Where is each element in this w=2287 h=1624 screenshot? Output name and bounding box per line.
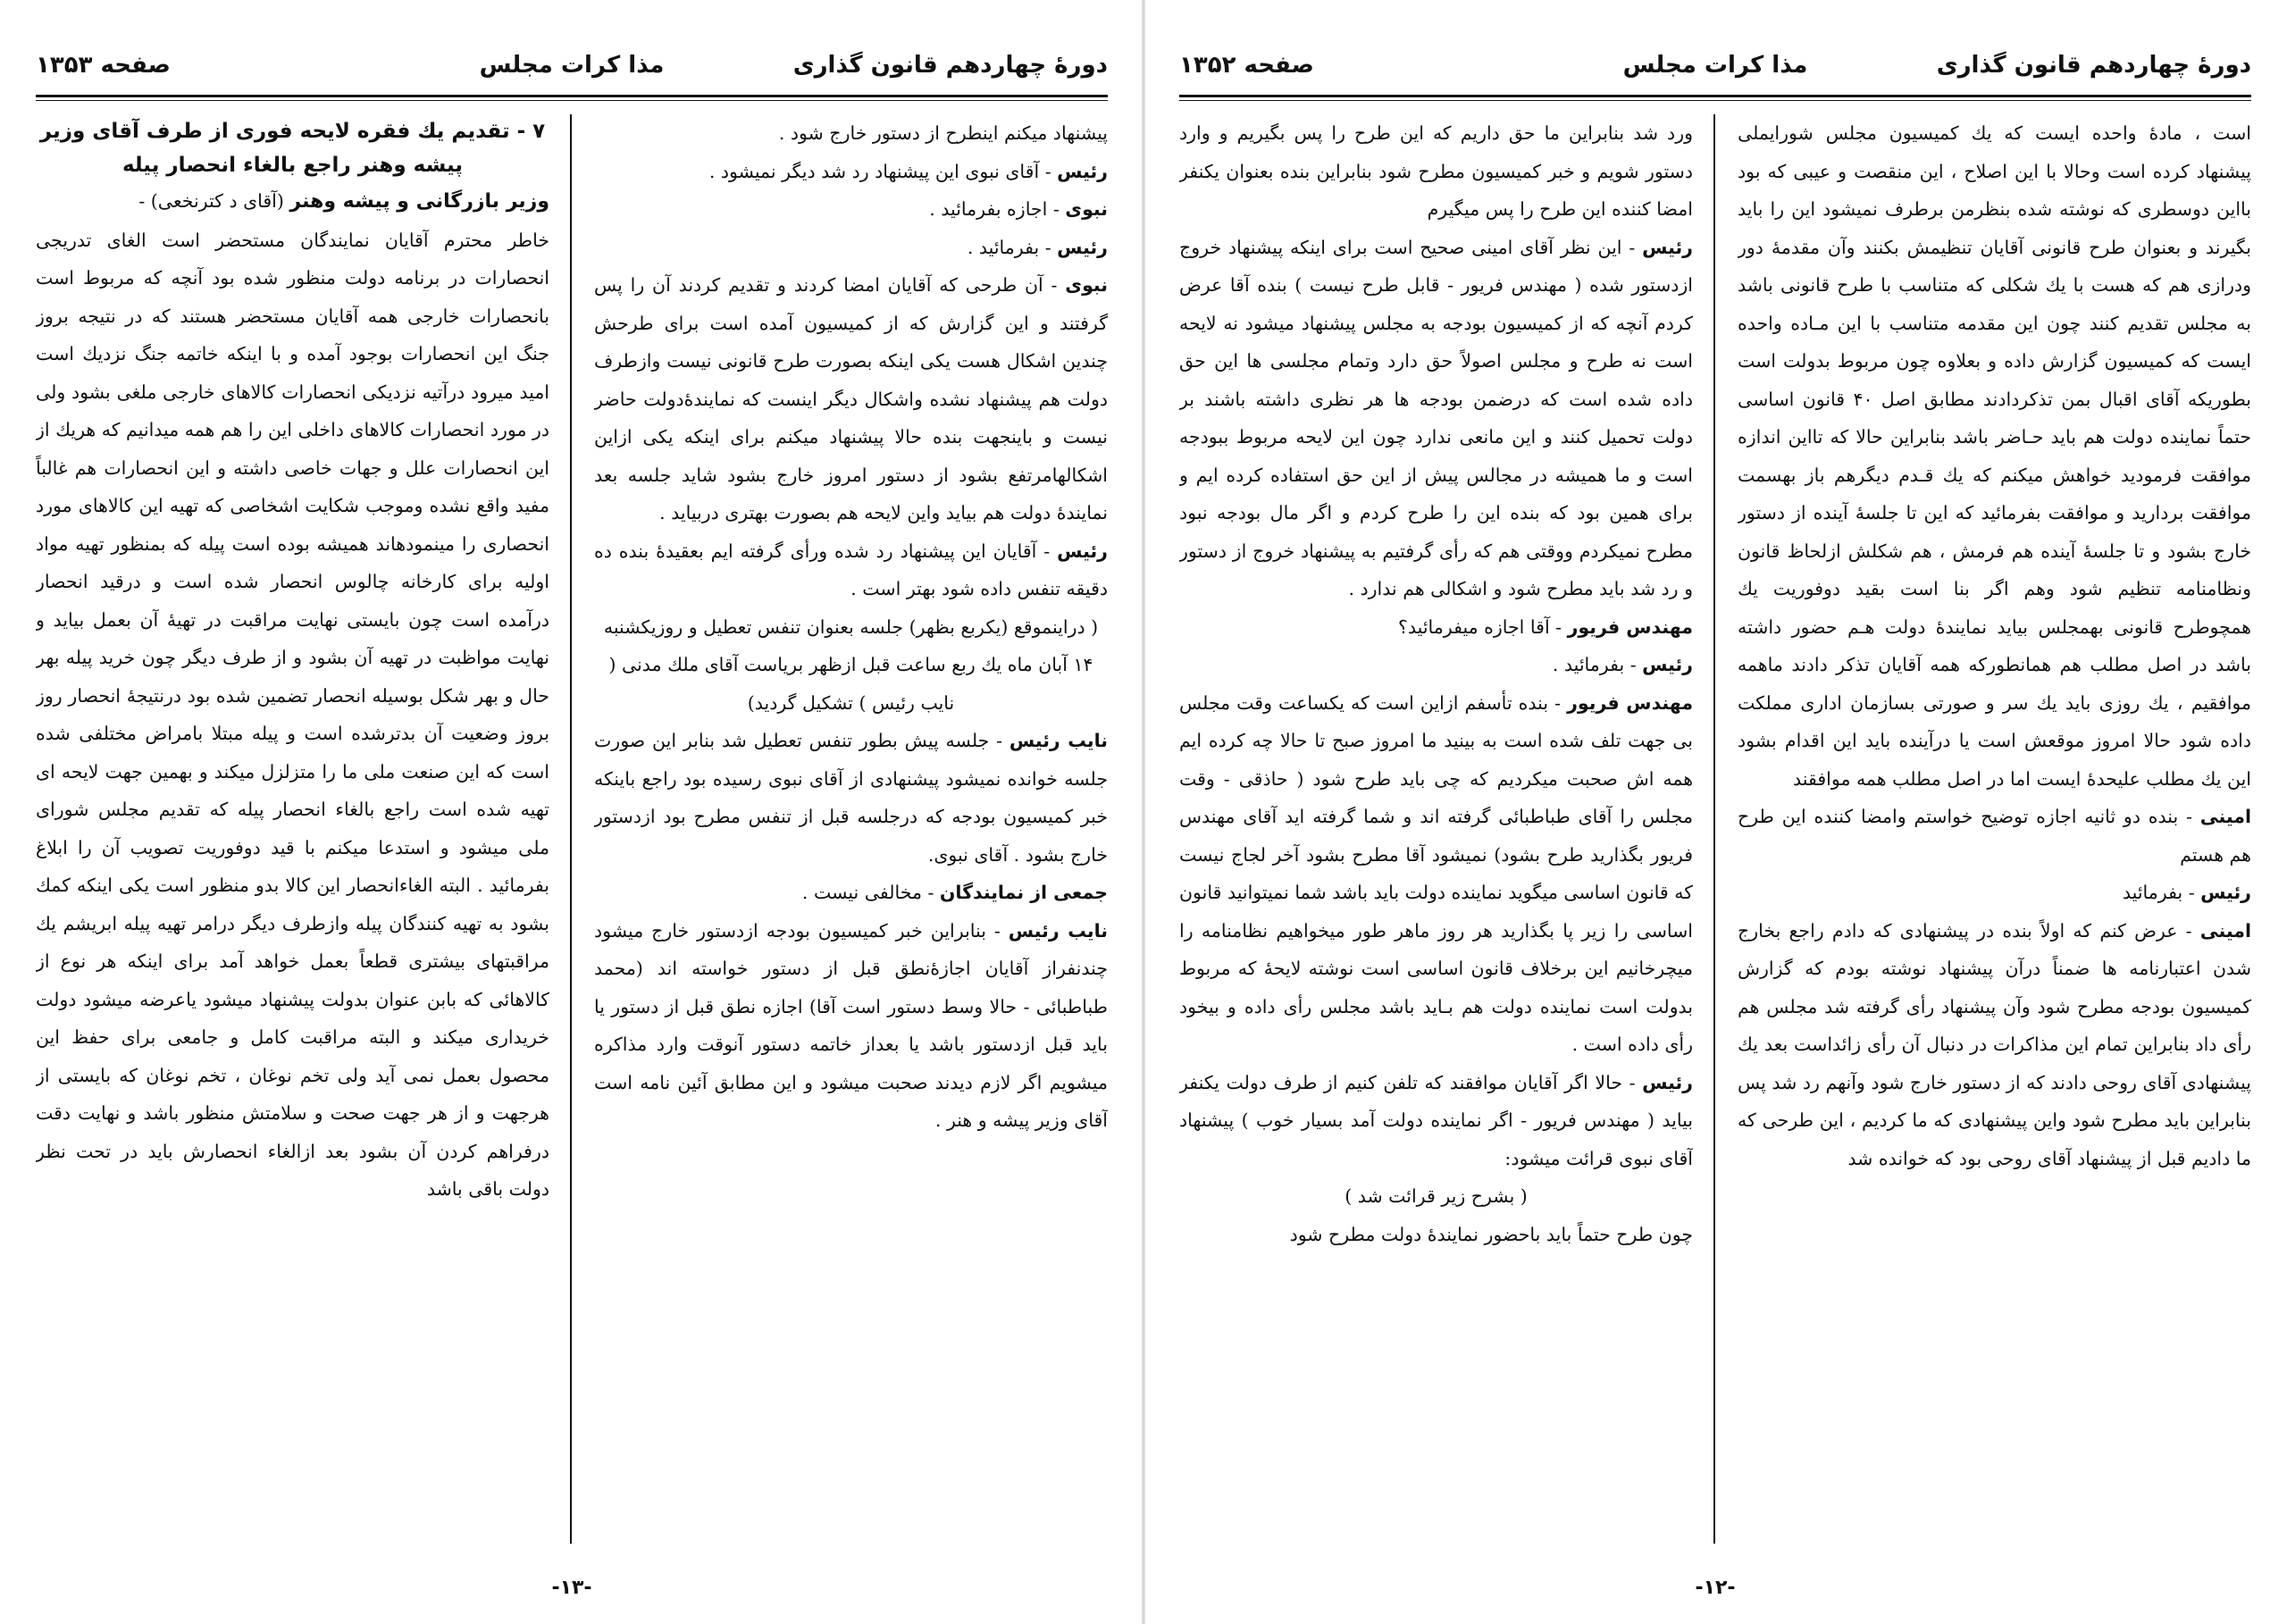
speaker-name: وزیر بازرگانی و پیشه وهنر — [289, 190, 549, 213]
paragraph — [1738, 114, 2251, 798]
header-series: دورۀ چهاردهم قانون گذاری — [792, 52, 1108, 79]
paragraph-text: بنده تأسفم ازاین است که یکساعت وقت مجلس بی جهت تلف شده است به بینید ما امروز صبح تا حالا چه کرده ایم همه اش صحبت میکردیم که چی باید طرح شود ( حاذقی - وقت مجلس را آقای طباطبائی گرفته اند و شما گرفته اید آقای مهندس فریور بگذارید طرح بشود) نمیشود آقا مطرح بشود آخر لجاج نیست که قانون اساسی میگوید نماینده دولت باید باشد شما نمیتوانید قانون اساسی را زیر پا بگذارید هر روز ماهر طور میخواهیم نظامنامه را میچرخانیم این برخلاف قانون اساسی است نوشته لایحۀ که مربوط بدولت است نماینده دولت هم بـاید باشد مجلس رأی داده و بیخود رأی داده است . — [1179, 691, 1693, 1055]
paragraph-body: خاطر محترم آقایان نمایندگان مستحضر است الغای تدریجی انحصارات در برنامه دولت منظور شده بود آنچه که مربوط است بانحصارات خارجی همه آقایان مستحضر هستند که در نتیجه بروز جنگ این انحصارات بوجود آمده و با اینکه خاتمه جنگ نزدیك است امید میرود درآتیه نزدیکی انحصارات کالاهای خارجی ملغی بشود ولی در مورد انحصارات کالاهای داخلی این را هم همه میدانیم که هریك از این انحصارات علل و جهات خاصی داشته و این انحصارات هم غالباً مفید واقع نشده وموجب شکایت اشخاصی که تهیه این کالاهای مورد انحصاری را مینمودهاند همیشه بوده است پیله که بمنظور تهیه مواد اولیه برای کارخانه چالوس انحصار شده است و درقید انحصار درآمده است چون بایستی نهایت مراقبت در تهیۀ آن بعمل بیاید و نهایت مواظبت در تهیه آن بشود و از طرف دیگر چون خرید پیله بهر حال و بهر شکل بوسیله انحصار تضمین شده بود درنتیجۀ انحصار روز بروز وضعیت آن بدترشده است و پیله مبتلا بامراض مختلفی شده است که این صنعت ملی ما را متزلزل میکند و بهمین جهت لایحه ای تهیه شده است راجع بالغاء انحصار پیله که تقدیم مجلس شورای ملی میشود و استدعا میکنم با قید دوفوریت تصویب آن را ابلاغ بفرمائید . البته الغاءانحصار این کالا بدو منظور است یکی اینکه کمك بشود به تهیه کنندگان پیله وازطرف دیگر درامر تهیه پیله ابریشم یك مراقبتهای بیشتری قطعاً بعمل خواهد آمد برای اینکه هر نوع از کالاهائی که بابن عنوان بدولت پیشنهاد میشود یاعرضه میشود دولت خریداری میکند و البته مراقبت کامل و جامعی برای حفظ این محصول بعمل نمی آید ولی تخم نوغان ، تخم نوغان که بایستی از هرجهت و از هر جهت صحت و سلامتش منظور باشد و نهایت دقت درفراهم کردن آن بشود بعد ازالغاء انحصارش باید در تحت نظر دولت باقی باشد — [36, 229, 549, 1200]
paragraph — [594, 874, 1108, 912]
paragraph-text: ( بشرح زیر قرائت شد ) — [1345, 1185, 1528, 1207]
paragraph-text: آقا اجازه میفرمائید؟ — [1398, 615, 1550, 638]
header-title: مذا کرات مجلس — [1622, 52, 1808, 79]
page-header — [1179, 39, 2251, 96]
paragraph — [594, 190, 1108, 229]
page-number: -۱۲- — [1695, 1577, 1736, 1599]
speaker-name: نایب رئیس — [1009, 730, 1108, 751]
right-page — [1144, 0, 2287, 1624]
speaker-dash: - — [1624, 654, 1643, 675]
speaker-name: رئیس — [1057, 236, 1108, 258]
paragraph-text: است ، مادۀ واحده ایست که یك کمیسیون مجلس شورایملی پیشنهاد کرده است وحالا با این اصلاح ، این منقصت و عیبی که بود بااین دوسطری که نوشته شده بنظرمن برطرف نمیشود این را باید بگیرند و بعنوان طرح قانونی آقایان تنظیمش بکنند وآن مقدمۀ دور ودرازی هم که هست با یك شکلی که متناسب با طرح قانونی باشد به مجلس تقدیم کنند چون این مقدمه متناسب با این مـاده واحده ایست که کمیسیون گزارش داده و بعلاوه چون مربوط بدولت است بطوریکه آقای اقبال بمن تذکردادند مطابق اصل ۴۰ قانون اساسی حتماً نماینده دولت هم باید حـاضر باشد بنابراین حالا که تااین اندازه موافقت فرمودید خواهش میکنم که یك قـدم دیگرهم باز بهسمت موافقت بردارید و موافقت بفرمائید که این تا جلسۀ آینده از دستور خارج بشود و تا جلسۀ آینده هم فرمش ، هم شکلش ازلحاظ قانون ونظامنامه تنظیم شود وهم اگر بنا است بقید دوفوریت یك همچوطرح قانونی بهمجلس بیاید نمایندۀ دولت هـم حضور داشته باشد در اصل مطلب هم همانطورکه همه آقایان تذکر دادند ماهمه موافقیم ، یك روزی باید یك سر و صورتی بسازمان اداری مملکت داده شود حالا امروز موقعش است یا درآینده باید این اقدام بشود این یك مطلب علیحدۀ ایست اما در اصل مطلب همه موافقند — [1738, 122, 2251, 790]
speaker-name: رئیس — [1642, 1071, 1693, 1093]
paragraph — [594, 114, 1108, 153]
speaker-name: نایب رئیس — [1008, 919, 1108, 942]
speaker-dash: - — [989, 730, 1009, 751]
paragraph — [594, 266, 1108, 532]
paragraph-text: مخالفی نیست . — [801, 882, 922, 903]
paragraph — [594, 153, 1108, 191]
paragraph-text: پیشنهاد میکنم اینطرح از دستور خارج شود . — [778, 122, 1108, 144]
paragraph-text: حالا اگر آقایان موافقند که تلفن کنیم از طرف دولت یکنفر بیاید ( مهندس فریور - اگر نماینده دولت آمد بسیار خوب ) پیشنهاد آقای نبوی قرائت میشود: — [1179, 1071, 1693, 1169]
paragraph-text: آن طرحی که آقایان امضا کردند و تقدیم کردند آن را پس گرفتند و این گزارش که از کمیسیون آمده است برای طرحش چندین اشکال هست یکی اینکه بصورت طرح قانونی نیست وازطرف دولت هم پیشنهاد نشده واشکال دیگر اینست که نمایندۀدولت حاضر نیست و باینجهت بنده حالا پیشنهاد میکنم برای اینکه یکی ازاین اشکالهامرتفع بشود از دستور امروز خارج بشود شاید جلسه بعد نمایندۀ دولت هم بیاید واین لایحه هم بصورت بهتری دربیاید . — [594, 274, 1108, 523]
paragraph-text: بفرمائید — [2122, 882, 2183, 903]
column-left — [1179, 114, 1693, 1544]
speaker-dash: - — [1036, 540, 1058, 562]
header-series: دورۀ چهاردهم قانون گذاری — [1936, 52, 2251, 79]
speaker-name: امینی — [2199, 919, 2251, 942]
speaker-note: (آقای د کترنخعی) - — [138, 190, 284, 212]
paragraph-text: ورد شد بنابراین ما حق داریم که این طرح را پس بگیریم و وارد دستور شویم و خبر کمیسیون مطرح شود بنابراین بنده بعنوان یکنفر امضا کننده این طرح را پس میگیرم — [1179, 122, 1693, 220]
speaker-dash: - — [2178, 806, 2200, 827]
header-title: مذا کرات مجلس — [479, 52, 665, 79]
speaker-dash: - — [1621, 236, 1643, 258]
column-right — [1738, 114, 2251, 1544]
speaker-dash: - — [2182, 882, 2201, 903]
paragraph — [1738, 912, 2251, 1178]
speaker-name: امینی — [2199, 806, 2251, 827]
paragraph-text: بنابراین خبر کمیسیون بودجه ازدستور خارج میشود چندنفراز آقایان اجازۀنطق قبل از دستور خواسته اند (محمد طباطبائی - حالا وسط دستور است آقا) اجازه نطق قبل از دستور یا باید قبل ازدستور باشد یا بعداز خاتمه دستور آنوقت وارد مذاکره میشویم اگر لازم دیدند صحبت میشود و این مطابق آئین نامه است آقای وزیر پیشه و هنر . — [594, 919, 1108, 1131]
header-rule-thin — [36, 100, 1108, 101]
paragraph — [594, 722, 1108, 874]
paragraph — [1738, 874, 2251, 912]
paragraph — [594, 608, 1108, 723]
paragraph-text: این نظر آقای امینی صحیح است برای اینکه پیشنهاد خروج ازدستور شده ( مهندس فریور - قابل طرح نیست ) بنده آقا عرض کردم آنچه که از کمیسیون بودجه به مجلس پیشنهاد میشود نه لایحه است نه طرح و مجلس اصولاً حق دارد وتمام مجلسی ها این حق داده شده است که درضمن بودجه ها هر نظری داشته باشند بر دولت تحمیل کنند و این مانعی ندارد چون این لایحه مربوط ببودجه است و ما همیشه در مجالس پیش از این حق استفاده کرده ایم و برای همین بود که بنده این را طرح کردم و اگر مال بودجه نبود مطرح نمیکردم ووقتی هم که رأی گرفتیم به پیشنهاد خروج از دستور و رد شد باید مطرح شود و اشکالی هم ندارد . — [1179, 236, 1693, 599]
paragraph-text: ( دراینموقع (یکربع بظهر) جلسه بعنوان تنفس تعطیل و روزیکشنبه ۱۴ آبان ماه یك ربع ساعت قبل ازظهر برياست آقای ملك مدنی ( نایب رئیس ) تشکیل گردید) — [603, 615, 1099, 714]
page-header — [36, 39, 1108, 96]
speaker-name: رئیس — [1057, 160, 1108, 182]
column-left — [36, 114, 549, 1544]
speaker-dash: - — [1043, 274, 1066, 296]
speaker-dash: - — [1039, 160, 1058, 182]
speaker-dash: - — [985, 919, 1009, 942]
paragraph-text: چون طرح حتماً باید باحضور نمایندۀ دولت مطرح شود — [1289, 1223, 1693, 1245]
header-page-label: صفحه ۱۳۵۳ — [36, 52, 171, 79]
column-divider — [1713, 114, 1715, 1544]
speaker-name: رئیس — [2200, 882, 2251, 903]
paragraph — [1179, 114, 1693, 229]
section-heading: ۷ - تقدیم یك فقره لایحه فوری از طرف آقای وزیر پیشه وهنر راجع بالغاء انحصار پیله — [39, 120, 546, 177]
speaker-name: جمعی از نمایندگان — [939, 882, 1108, 903]
speaker-name: رئیس — [1642, 236, 1693, 258]
speaker-name: رئیس — [1057, 540, 1108, 562]
speaker-name: نبوی — [1065, 198, 1108, 220]
header-page-label: صفحه ۱۳۵۲ — [1179, 52, 1314, 79]
paragraph — [1179, 684, 1693, 1064]
speaker-name: مهندس فریور — [1567, 691, 1693, 714]
header-rule — [1179, 95, 2251, 97]
paragraph — [1738, 798, 2251, 874]
speaker-name: نبوی — [1065, 274, 1108, 296]
speaker-dash: - — [2177, 919, 2200, 942]
column-divider — [570, 114, 572, 1544]
paragraph — [594, 532, 1108, 608]
speaker-name: رئیس — [1642, 654, 1693, 675]
paragraph-text: آقای نبوی این پیشنهاد رد شد دیگر نمیشود . — [708, 160, 1040, 182]
paragraph — [1179, 229, 1693, 608]
header-rule — [36, 95, 1108, 97]
paragraph-text: بفرمائید . — [967, 236, 1040, 258]
paragraph — [594, 229, 1108, 267]
paragraph — [1179, 1177, 1693, 1216]
paragraph — [1179, 646, 1693, 684]
paragraph — [1179, 608, 1693, 647]
paragraph-text: عرض کنم که اولاً بنده در پیشنهادی که دادم راجع بخارج شدن اعتبارنامه ها ضمناً درآن پیشنهاد نوشته بودم که گزارش کمیسیون بودجه مطرح شود وآن پیشنهاد رأی گرفته شد مجلس هم رأی داد بنابراین تمام این مذاکرات در دنبال آن رأی زائداست بعد یك پیشنهادی آقای روحی دادند که از دستور خارج شود وآنهم رد شد پس بنابراین باید مطرح شود واین پیشنهادی که ما کردیم ، این طرحی که ما دادیم قبل از پیشنهاد آقای روحی بود که خوانده شد — [1738, 919, 2251, 1169]
paragraph-text: بفرمائید . — [1552, 654, 1625, 675]
column-right — [594, 114, 1108, 1544]
paragraph — [1179, 1064, 1693, 1178]
paragraph-text: جلسه پیش بطور تنفس تعطیل شد بنابر این صورت جلسه خوانده نمیشود پیشنهادی از آقای نبوی رسیده بود راجع باینکه خبر کمیسیون بودجه که درجلسه قبل از تنفس مطرح بود ازدستور خارج بشود . آقای نبوی. — [594, 730, 1108, 866]
page-number: -۱۳- — [551, 1577, 592, 1599]
paragraph-text: اجازه بفرمائید . — [929, 198, 1048, 220]
speaker-dash: - — [1047, 198, 1066, 220]
paragraph — [36, 182, 549, 222]
paragraph-text: بنده دو ثانیه اجازه توضیح خواستم وامضا کننده این طرح هم هستم — [1738, 806, 2251, 866]
paragraph-text: آقایان این پیشنهاد رد شده ورأی گرفته ایم بعقیدۀ بنده ده دقیقه تنفس داده شود بهتر است . — [594, 540, 1108, 599]
speaker-dash: - — [1039, 236, 1058, 258]
header-rule-thin — [1179, 100, 2251, 101]
speaker-dash: - — [1622, 1071, 1643, 1093]
speaker-name: مهندس فریور — [1567, 615, 1693, 638]
speaker-dash: - — [1549, 615, 1568, 638]
paragraph — [594, 912, 1108, 1140]
speaker-dash: - — [1548, 691, 1568, 714]
speaker-dash: - — [921, 882, 940, 903]
paragraph — [1179, 1216, 1693, 1254]
